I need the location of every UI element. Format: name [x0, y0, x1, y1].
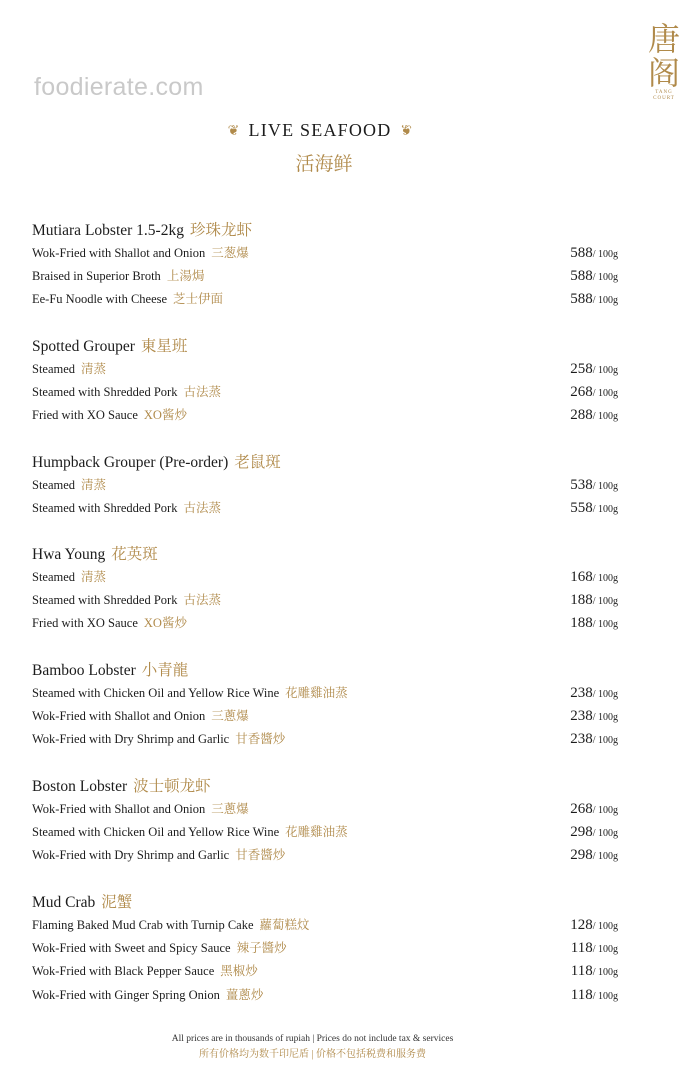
menu-item — [32, 728, 618, 751]
menu-item-price-group — [570, 358, 618, 382]
menu-item-name-cn: 清蒸 — [81, 362, 107, 376]
menu-item-price: 558 — [570, 500, 593, 517]
menu-item-price-group — [570, 404, 618, 428]
menu-item-price: 188 — [570, 615, 593, 632]
price-unit: / 100g — [592, 573, 618, 584]
price-unit: / 100g — [592, 851, 618, 863]
menu-item-name-cn: 清蒸 — [81, 570, 107, 584]
price-unit: / 100g — [592, 828, 618, 840]
menu-item-name: Wok-Fried with Shallot and Onion — [32, 709, 206, 724]
menu-item — [32, 404, 618, 427]
menu-item-name: Wok-Fried with Shallot and Onion — [32, 802, 206, 816]
menu-item-name: Fried with XO Sauce — [32, 616, 138, 631]
menu-item — [32, 497, 618, 520]
menu-item — [32, 844, 618, 867]
section-name-cn: 珍珠龙虾 — [189, 222, 252, 239]
menu-item-price-group — [570, 474, 618, 498]
menu-item — [32, 589, 618, 612]
section-name: Bamboo Lobster — [32, 662, 136, 679]
menu-item-label — [32, 844, 285, 867]
menu-item-name: Braised in Superior Broth — [32, 269, 161, 284]
menu-item-name: Steamed — [32, 478, 76, 492]
menu-item-name: Wok-Fried with Ginger Spring Onion — [32, 987, 220, 1002]
menu-item-name: Wok-Fried with Sweet and Spicy Sauce — [32, 941, 231, 956]
menu-item-label — [32, 404, 187, 427]
menu-item-price-group — [570, 566, 618, 590]
menu-item-name-cn: 蘿蔔糕炆 — [259, 918, 310, 932]
menu-item-name-cn: 甘香醬炒 — [235, 732, 286, 747]
menu-item — [32, 821, 618, 844]
menu-item-price: 288 — [570, 407, 593, 424]
menu-item-price: 298 — [570, 847, 593, 864]
price-unit: / 100g — [592, 272, 618, 284]
footer-note: All prices are in thousands of rupiah | Prices do not include tax & services — [171, 1034, 454, 1044]
menu-item-price-group — [570, 728, 618, 752]
menu-item-price: 238 — [570, 685, 593, 701]
price-unit: / 100g — [592, 967, 618, 979]
price-unit: / 100g — [592, 619, 618, 631]
menu-item — [32, 984, 618, 1007]
leaf-ornament-icon: ❦ — [399, 124, 413, 140]
menu-item-price-group — [571, 960, 618, 984]
section-name-cn: 泥蟹 — [101, 894, 133, 911]
menu-item — [32, 914, 618, 937]
footer — [0, 1032, 625, 1062]
menu-section — [32, 543, 618, 636]
menu-item-name-cn: 辣子醬炒 — [236, 941, 287, 956]
price-unit: / 100g — [592, 481, 618, 492]
menu-item-price: 268 — [570, 384, 593, 401]
menu-item — [32, 381, 618, 404]
menu-item — [32, 288, 618, 311]
price-unit: / 100g — [592, 944, 618, 956]
menu-item-label — [32, 497, 221, 520]
menu-item-price-group — [570, 705, 618, 729]
menu-item — [32, 960, 618, 983]
section-heading — [32, 775, 618, 798]
menu-item — [32, 265, 618, 288]
menu-item — [32, 242, 618, 265]
section-name: Mutiara Lobster 1.5-2kg — [32, 222, 184, 239]
page-title-text: LIVE SEAFOOD — [248, 120, 392, 140]
menu-item-price-group — [570, 798, 618, 822]
menu-section — [32, 659, 618, 752]
section-heading — [32, 659, 618, 682]
menu-item-name: Steamed with Chicken Oil and Yellow Rice Wine — [32, 686, 280, 700]
price-unit: / 100g — [592, 712, 618, 724]
menu-item-price: 118 — [570, 963, 593, 980]
menu-item-label — [32, 474, 106, 497]
menu-item-price: 588 — [570, 291, 593, 308]
logo-glyph: 唐阁 — [647, 21, 680, 91]
page-subtitle: 活海鲜 — [295, 154, 353, 175]
menu-item-price-group — [570, 497, 618, 521]
page-title — [0, 120, 640, 141]
menu-item — [32, 474, 618, 497]
menu-item-name-cn: 花雕雞油蒸 — [285, 686, 348, 700]
menu-item-price-group — [571, 984, 618, 1008]
menu-item — [32, 705, 618, 728]
menu-item-price: 118 — [570, 986, 593, 1003]
menu-item-price-group — [570, 265, 618, 289]
menu-item-label — [32, 682, 348, 705]
menu-item-name: Ee-Fu Noodle with Cheese — [32, 292, 168, 307]
menu-item-name: Wok-Fried with Dry Shrimp and Garlic — [32, 848, 230, 863]
menu-item-label — [32, 358, 106, 381]
price-unit: / 100g — [592, 921, 618, 932]
section-heading — [32, 219, 618, 242]
menu-item-name-cn: 黑椒炒 — [220, 964, 258, 979]
menu-item-price: 258 — [570, 361, 593, 377]
menu-item-label — [32, 242, 249, 265]
menu-item-label — [32, 937, 287, 960]
price-unit: / 100g — [592, 805, 618, 816]
section-name: Hwa Young — [32, 546, 106, 563]
menu-item-label — [32, 984, 263, 1007]
section-name: Humpback Grouper (Pre-order) — [32, 454, 229, 471]
section-heading — [32, 543, 618, 566]
menu-item-price-group — [570, 288, 618, 312]
menu-item-price: 238 — [570, 731, 593, 748]
menu-item-name-cn: 三葱爆 — [211, 246, 249, 260]
menu-item-name: Steamed with Shredded Pork — [32, 501, 178, 516]
section-name-cn: 老鼠斑 — [234, 454, 281, 471]
price-unit: / 100g — [592, 596, 618, 608]
section-name: Boston Lobster — [32, 778, 128, 795]
section-name-cn: 花英斑 — [111, 546, 158, 563]
menu-item-label — [32, 265, 204, 288]
menu-item-label — [32, 821, 348, 844]
menu-section — [32, 335, 618, 428]
watermark-text: foodierate.com — [34, 73, 204, 101]
menu-section — [32, 451, 618, 520]
menu-item-name-cn: 上湯焗 — [166, 269, 205, 284]
menu-item-label — [32, 914, 310, 937]
menu-item — [32, 798, 618, 821]
menu-item-name-cn: 清蒸 — [81, 478, 107, 492]
menu-item-name: Wok-Fried with Black Pepper Sauce — [32, 964, 215, 979]
menu-item-price: 268 — [570, 801, 593, 817]
menu-item-name: Wok-Fried with Dry Shrimp and Garlic — [32, 732, 230, 747]
logo-text: TANG COURT — [653, 90, 675, 101]
menu-item-price-group — [570, 682, 618, 706]
menu-item — [32, 937, 618, 960]
menu-item-name-cn: 花雕雞油蒸 — [285, 825, 348, 840]
menu-item-name: Steamed with Shredded Pork — [32, 385, 178, 400]
restaurant-logo — [644, 22, 684, 102]
section-heading — [32, 335, 618, 358]
menu-item-label — [32, 960, 258, 983]
price-unit: / 100g — [592, 990, 618, 1002]
price-unit: / 100g — [592, 504, 618, 516]
price-unit: / 100g — [592, 249, 618, 260]
section-name-cn: 小青龍 — [141, 662, 189, 679]
menu-item-label — [32, 288, 223, 311]
menu-item-label — [32, 589, 221, 612]
menu-item-name-cn: XO酱炒 — [143, 616, 187, 631]
menu-item-name: Steamed — [32, 362, 76, 376]
menu-item-label — [32, 705, 249, 728]
menu-item-name: Flaming Baked Mud Crab with Turnip Cake — [32, 918, 254, 932]
menu-section — [32, 891, 618, 1007]
menu-item-label — [32, 728, 285, 751]
menu-item-price-group — [570, 242, 618, 266]
price-unit: / 100g — [592, 689, 618, 700]
section-name-cn: 波士顿龙虾 — [133, 778, 211, 795]
menu-item-price-group — [570, 381, 618, 405]
menu-item-label — [32, 612, 187, 635]
menu-item-name-cn: 三蔥爆 — [211, 709, 249, 724]
leaf-ornament-icon: ❦ — [227, 124, 241, 140]
menu-item-price: 298 — [570, 824, 593, 841]
menu-item-price-group — [570, 844, 618, 868]
price-unit: / 100g — [592, 295, 618, 307]
section-name-cn: 東星班 — [140, 338, 188, 355]
menu-item-price: 588 — [570, 268, 593, 285]
menu-item-name-cn: 三蔥爆 — [211, 802, 249, 816]
menu-item-price-group — [570, 612, 618, 636]
footer-note-cn: 所有价格均为数千印尼盾 | 价格不包括税费和服务费 — [198, 1049, 426, 1060]
menu-item-name-cn: XO酱炒 — [143, 408, 187, 423]
menu-item-label — [32, 566, 106, 589]
menu-item — [32, 566, 618, 589]
menu-item-price: 538 — [570, 477, 593, 493]
menu-item-price: 238 — [570, 708, 593, 725]
menu-item-price: 118 — [570, 940, 593, 957]
price-unit: / 100g — [592, 735, 618, 747]
menu-item-name: Steamed — [32, 570, 76, 584]
menu-item-name-cn: 古法蒸 — [183, 385, 221, 400]
menu-item — [32, 358, 618, 381]
menu-item-price: 188 — [570, 592, 593, 609]
menu-item-price-group — [570, 821, 618, 845]
menu-item-name-cn: 古法蒸 — [183, 501, 221, 516]
menu-section — [32, 775, 618, 868]
price-unit: / 100g — [592, 365, 618, 376]
menu-item-price-group — [571, 937, 618, 961]
menu-item-label — [32, 381, 221, 404]
menu-item-price-group — [570, 914, 618, 938]
price-unit: / 100g — [592, 411, 618, 423]
menu-item-name-cn: 芝士伊面 — [173, 292, 224, 307]
menu-item-name: Wok-Fried with Shallot and Onion — [32, 246, 206, 260]
section-heading — [32, 451, 618, 474]
menu-item-price: 128 — [570, 917, 593, 933]
menu-item-name-cn: 古法蒸 — [183, 593, 221, 608]
menu-item — [32, 682, 618, 705]
section-name: Mud Crab — [32, 894, 96, 911]
section-name: Spotted Grouper — [32, 338, 135, 355]
menu-item — [32, 612, 618, 635]
menu-item-price-group — [570, 589, 618, 613]
menu-item-label — [32, 798, 249, 821]
menu-item-name: Steamed with Chicken Oil and Yellow Rice Wine — [32, 825, 280, 840]
menu-item-price: 588 — [570, 245, 593, 261]
section-heading — [32, 891, 618, 914]
menu-item-name: Fried with XO Sauce — [32, 408, 138, 423]
menu-item-price: 168 — [570, 569, 593, 585]
menu-item-name: Steamed with Shredded Pork — [32, 593, 178, 608]
menu-section — [32, 219, 618, 312]
menu-item-name-cn: 薑蔥炒 — [225, 987, 264, 1002]
menu-item-name-cn: 甘香醬炒 — [235, 848, 286, 863]
price-unit: / 100g — [592, 388, 618, 400]
